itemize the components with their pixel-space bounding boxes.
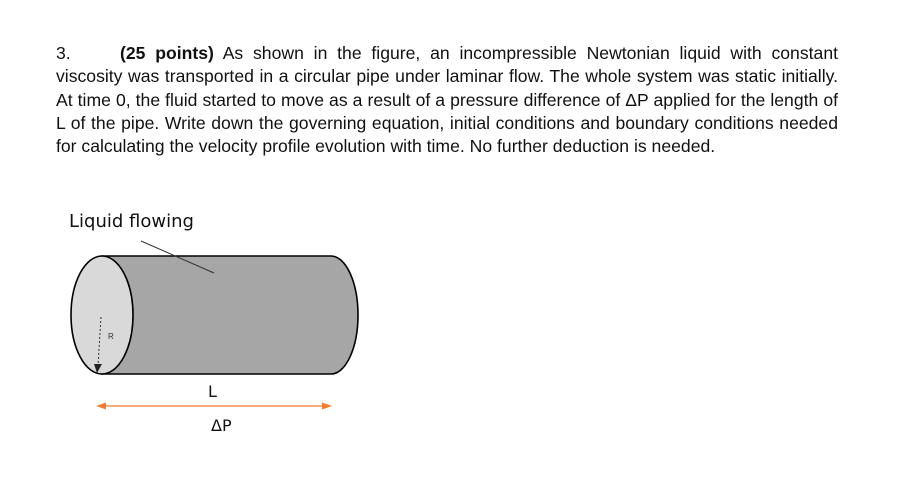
liquid-flowing-label: Liquid flowing xyxy=(69,211,194,232)
length-arrowhead-left xyxy=(96,403,106,410)
pipe-body xyxy=(102,256,358,374)
radius-label: R xyxy=(108,332,114,341)
pressure-difference-label: ΔP xyxy=(211,416,232,435)
pipe-cross-section xyxy=(71,256,133,374)
question-points: (25 points) xyxy=(120,43,214,63)
question-number: 3. xyxy=(56,43,71,63)
length-arrowhead-right xyxy=(322,403,332,410)
length-label: L xyxy=(208,382,217,401)
question-body: As shown in the figure, an incompressible Newtonian liquid with constant viscosity was transported in a circular pipe under laminar flow. The whole system was static initially. At time 0, the fluid started to move as a result of a pressure difference of ΔP applied for the length of L of the pipe. Write down the governing equation, initial conditions and boundary conditions needed for calculating the velocity profile evolution with time. No further deduction is needed. xyxy=(56,43,838,157)
